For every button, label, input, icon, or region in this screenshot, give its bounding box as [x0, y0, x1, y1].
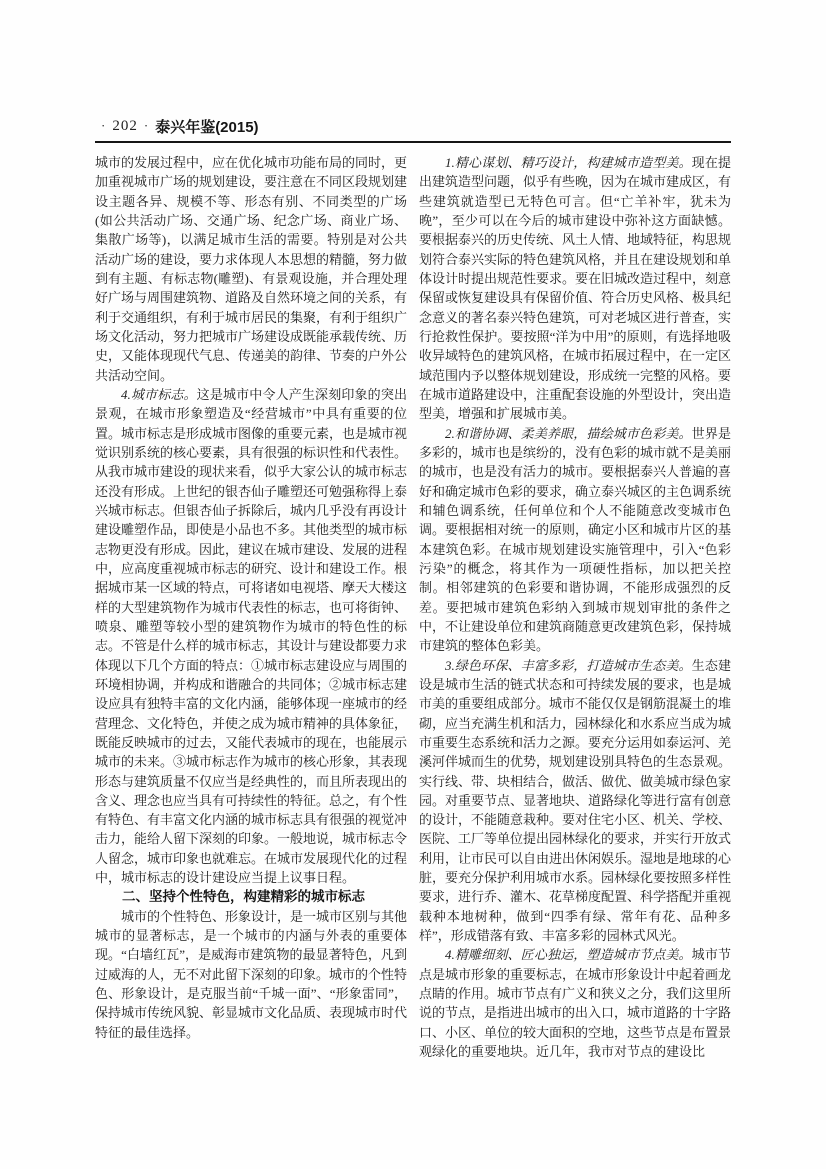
body-columns [95, 153, 731, 1061]
paragraph-body-city-landmark: 这是城市中令人产生深刻印象的突出景观，在城市形象塑造及“经营城市”中具有重要的位置。城市标志是形成城市图像的重要元素，也是城市视觉识别系统的核心要素，具有很强的标识性和代表性。从我市城市建设的现状来看，似乎大家公认的城市标志还没有形成。上世纪的银杏仙子雕塑还可勉强称得上泰兴城市标志。但银杏仙子拆除后，城内几乎没有再设计建设雕塑作品，即使是小品也不多。其他类型的城市标志物更没有形成。因此，建议在城市建设、发展的进程中，应高度重视城市标志的研究、设计和建设工作。根据城市某一区域的特点，可将诸如电视塔、摩天大楼这样的大型建筑物作为城市代表性的标志，也可将街钟、喷泉、雕塑等较小型的建筑物作为城市的特色性的标志。不管是什么样的城市标志，其设计与建设都要力求体现以下几个方面的特点：①城市标志建设应与周围的环境相协调，并构成和谐融合的共同体；②城市标志建设应具有独特丰富的文化内涵，能够体现一座城市的经营理念、文化特色，并使之成为城市精神的具体象征，既能反映城市的过去，又能代表城市的现在，也能展示城市的未来。③城市标志作为城市的核心形象，其表现形态与建筑质量不仅应当是经典性的，而且所表现出的含义、理念也应当具有可持续性的特征。总之，有个性有特色、有丰富文化内涵的城市标志具有很强的视觉冲击力，能给人留下深刻的印象。一般地说，城市标志令人留念，城市印象也就难忘。在城市发展现代化的过程中，城市标志的设计建设应当提上议事日程。 [95, 386, 408, 886]
book-title: 泰兴年鉴(2015) [155, 118, 259, 136]
section-heading-two: 二、坚持个性特色，构建精彩的城市标志 [122, 889, 365, 905]
page-number-dot-left: · [101, 118, 106, 133]
paragraph-city-color-beauty [419, 424, 731, 656]
paragraph-lead-node-beauty: 4.精雕细刻、匠心独运，塑造城市节点美。 [445, 947, 692, 963]
paragraph-individual-character: 城市的个性特色、形象设计，是一城市区别与其他城市的显著标志，是一个城市的内涵与外表的重要体现。“白墙红瓦”，是威海市建筑物的最显著特色，凡到过威海的人，无不对此留下深刻的印象。城市的个性特色、形象设计，是克服当前“千城一面”、“形象雷同”，保持城市传统风貌、彰显城市文化品质、表现城市时代特征的最佳选择。 [95, 908, 408, 1040]
page-header [95, 114, 731, 138]
paragraph-lead-eco-beauty: 3.绿色环保、丰富多彩，打造城市生态美。 [445, 657, 692, 673]
page-number-dot-right: · [143, 118, 149, 133]
paragraph-city-landmark [95, 385, 407, 888]
header-divider-rule [95, 141, 731, 143]
paragraph-lead-shape-beauty: 1.精心谋划、精巧设计，构建城市造型美。 [445, 155, 692, 170]
left-column [95, 153, 407, 1061]
paragraph-lead-color-beauty: 2.和谐协调、柔美养眼，描绘城市色彩美。 [445, 425, 692, 441]
paragraph-city-plaza: 城市的发展过程中，应在优化城市功能布局的同时，更加重视城市广场的规划建设，要注意在不同区段规划建设主题各异、规模不等、形态有别、不同类型的广场(如公共活动广场、交通广场、纪念广场、商业广场、集散广场等)，以满足城市生活的需要。特别是对公共活动广场的建设，要力求体现人本思想的精髓，努力做到有主题、有标志物(雕塑)、有景观设施，并合理处理好广场与周围建筑物、道路及自然环境之间的关系，有利于交通组织，有利于城市居民的集聚，有利于组织广场文化活动，努力把城市广场建设成既能承载传统、历史，又能体现现代气息、传递美的韵律、节奏的户外公共活动空间。 [95, 155, 408, 383]
paragraph-body-eco-beauty: 生态建设是城市生活的链式状态和可持续发展的要求，也是城市美的重要组成部分。城市不能仅仅是钢筋混凝土的堆砌，应当充满生机和活力，园林绿化和水系应当成为城市重要生态系统和活力之源。要充分运用如泰运河、羌溪河伴城而生的优势，规划建设别具特色的生态景观。实行线、带、块相结合，做活、做优、做美城市绿色家园。对重要节点、显著地块、道路绿化等进行富有创意的设计，不能随意栽种。要对住宅小区、机关、学校、医院、工厂等单位提出园林绿化的要求，并实行开放式利用，让市民可以自由进出休闲娱乐。湿地是地球的心脏，要充分保护利用城市水系。园林绿化要按照多样性要求，进行乔、灌木、花草梯度配置、科学搭配并重视载种本地树种，做到“四季有绿、常年有花、品种多样”，形成错落有致、丰富多彩的园林式风光。 [419, 657, 732, 944]
right-column [419, 153, 731, 1061]
paragraph-lead-city-landmark: 4.城市标志。 [121, 386, 197, 402]
paragraph-city-node-beauty [419, 945, 731, 1061]
paragraph-body-node-beauty: 城市节点是城市形象的重要标志，在城市形象设计中起着画龙点睛的作用。城市节点有广义和狭义之分，我们这里所说的节点，是指进出城市的出入口，城市道路的十字路口、小区、单位的较大面积的空地，这些节点是布置景观绿化的重要地块。近几年，我市对节点的建设比 [419, 947, 732, 1060]
paragraph-body-color-beauty: 世界是多彩的，城市也是缤纷的，没有色彩的城市就不是美丽的城市，也是没有活力的城市。要根据泰兴人普遍的喜好和确定城市色彩的要求，确立泰兴城区的主色调系统和辅色调系统，任何单位和个人不能随意改变城市色调。要根据相对统一的原则，确定小区和城市片区的基本建筑色彩。在城市规划建设实施管理中，引入“色彩污染”的概念，将其作为一项硬性指标，加以把关控制。相邻建筑的色彩要和谐协调，不能形成强烈的反差。要把城市建筑色彩纳入到城市规划审批的条件之中，不让建设单位和建筑商随意更改建筑色彩，保持城市建筑的整体色彩美。 [419, 425, 732, 654]
paragraph-city-shape-beauty [419, 153, 731, 424]
paragraph-body-shape-beauty: 现在提出建筑造型问题，似乎有些晚，因为在城市建成区，有些建筑就造型已无特色可言。但“亡羊补牢，犹未为晚”，至少可以在今后的城市建设中弥补这方面缺憾。要根据泰兴的历史传统、风土人情、地域特征，构思规划符合泰兴实际的特色建筑风格，并且在建设规划和单体设计时提出规范性要求。要在旧城改造过程中，刻意保留或恢复建设具有保留价值、符合历史风格、极具纪念意义的著名泰兴特色建筑，可对老城区进行普查，实行抢救性保护。要按照“洋为中用”的原则，有选择地吸收异域特色的建筑风格，在城市拓展过程中，在一定区域范围内予以整体规划建设，形成统一完整的风格。要在城市道路建设中，注重配套设施的外型设计，突出造型美，增强和扩展城市美。 [419, 155, 732, 422]
paragraph-city-eco-beauty [419, 656, 731, 946]
page-number: 202 [112, 117, 138, 134]
